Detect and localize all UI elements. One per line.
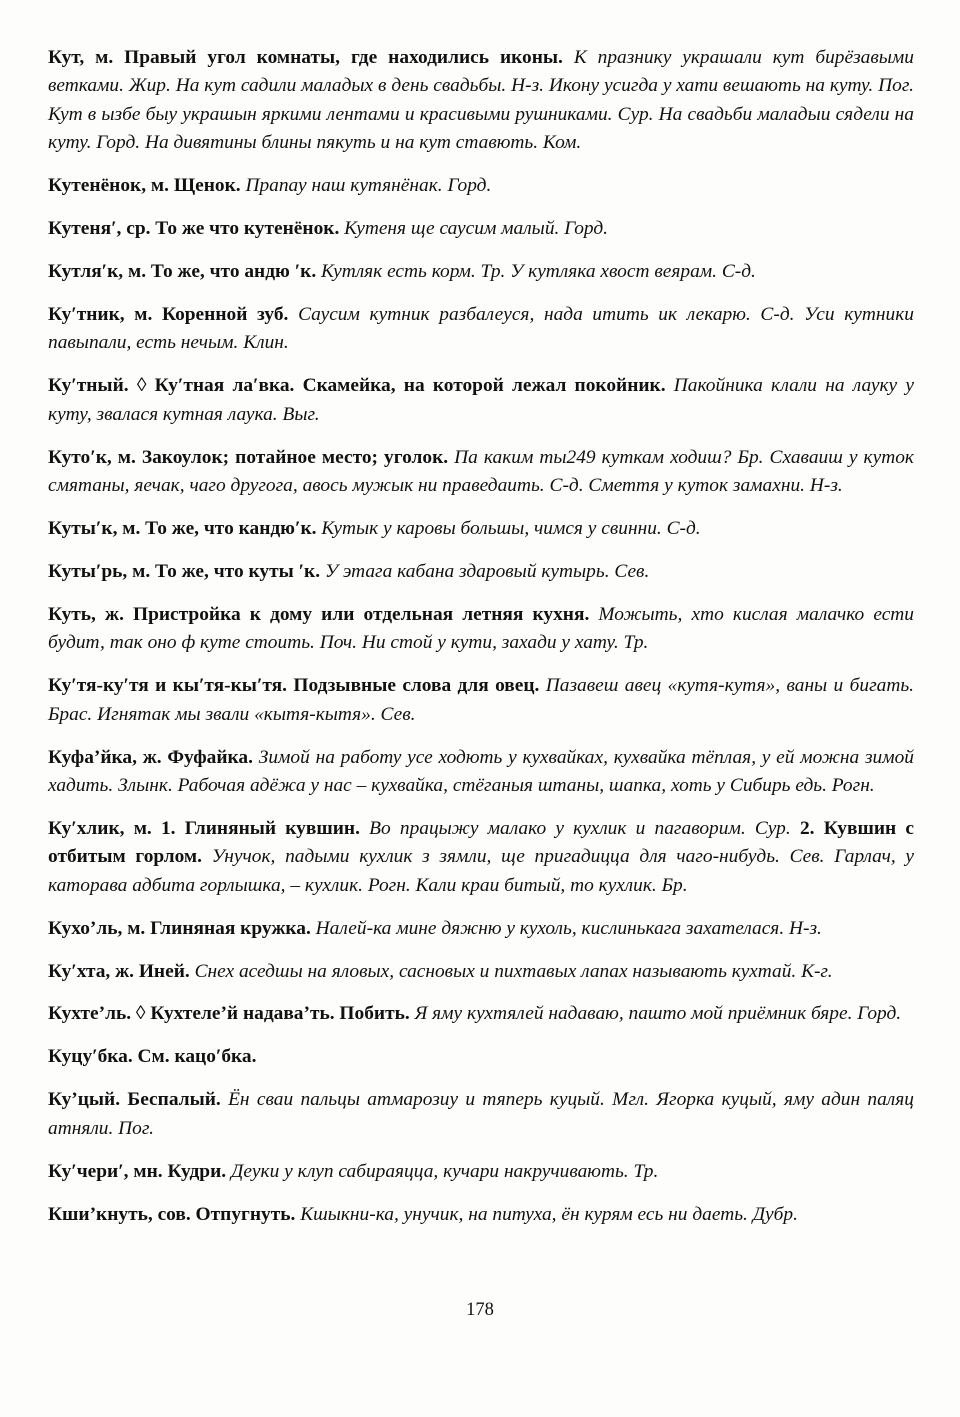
dictionary-entry-kufayka (48, 744, 914, 801)
headword-kutnyy: Ку′тный. (48, 375, 129, 397)
headword-kutenok: Кутенёнок, м. Щенок. (48, 175, 241, 197)
headword-kuhta: Ку′хта, ж. Иней. (48, 960, 190, 982)
headword-kutsubka: Куцу′бка. См. кацо′бка. (48, 1046, 257, 1068)
headword-kshiknut: Кши’кнуть, сов. Отпугнуть. (48, 1203, 296, 1225)
headword-kut2: Куть, ж. Пристройка к дому или отдельная летняя кухня. (48, 603, 590, 625)
examples-kutnyy: Пакойника клали на лауку у куту, звалася кутная лаука. Выг. (48, 375, 914, 425)
headword-kufayka: Куфа’йка, ж. Фуфайка. (48, 746, 253, 768)
dictionary-entry-kutyr (48, 558, 914, 586)
dictionary-entry-kutnyy (48, 372, 914, 429)
dictionary-entry-kutyk (48, 515, 914, 543)
dictionary-entry-kucheri (48, 1158, 914, 1186)
examples-kucheri: Деуки у клуп сабираяцца, кучари накручивають. Тр. (230, 1160, 659, 1182)
subheadword-kutnyy: Ку′тная ла′вка. Скамейка, на которой лежал покойник. (154, 375, 666, 397)
dictionary-entry-kutsubka (48, 1043, 914, 1071)
sense-number-kuhlik-2: 2. (799, 817, 815, 839)
dictionary-entry-kshiknut (48, 1201, 914, 1229)
page-number: 178 (466, 1300, 494, 1320)
headword-kuhol: Кухо’ль, м. Глиняная кружка. (48, 917, 311, 939)
examples-kutsyy: Ён сваи пальцы атмарозиу и тяперь куцый. Мгл. Ягорка куцый, яму адин паляц атняли. Пог. (48, 1089, 914, 1139)
dictionary-entry-kutenok (48, 172, 914, 200)
dictionary-entry-kutya-kutya (48, 672, 914, 729)
headword-kutenya: Кутеня′, ср. То же что кутенёнок. (48, 218, 340, 240)
examples-kutenya: Кутеня ще саусим малый. Горд. (344, 218, 609, 240)
examples-kuhlik-sense-2: Унучок, падыми кухлик з зямли, ще пригадицца для чаго-нибудь. Сев. Гарлач, у каторава адбита горлышка, – кухлик. Рогн. Кали краи битый, то кухлик. Бр. (48, 846, 914, 896)
dictionary-entry-kutnik (48, 301, 914, 358)
examples-kuhlik-sense-1: Во працыжу малако у кухлик и пагаворим. Сур. (369, 817, 791, 839)
examples-kutenok: Прапау наш кутянёнак. Горд. (245, 175, 492, 197)
examples-kutnik: Саусим кутник разбалеуся, нада итить ик лекарю. С-д. Уси кутники павыпали, есть нечым. Клин. (48, 303, 914, 354)
headword-kuhlik-sense-2: Кувшин с отбитым горлом. (48, 817, 914, 868)
subheadword-kuhtel: Кухтеле’й надава’ть. Побить. (150, 1003, 410, 1025)
headword-kut: Кут, м. Правый угол комнаты, где находились иконы. (48, 47, 563, 68)
examples-kut: К празнику украшали кут бирёзавыми ветками. Жир. На кут садили маладых в день свадьбы. Н-з. Икону усигда у хати вешають на куту. Пог. Кут в ызбе быу украшын яркими лентами и красивыми рушниками. Сур. На свадьби маладыи сядели на куту. Горд. На дивятины блины пякуть и на кут ставють. Ком. (48, 47, 914, 154)
headword-kutlyak: Кутля′к, м. То же, что андю ′к. (48, 261, 317, 283)
lozenge-icon-kutnyy: ◊ (136, 375, 147, 397)
headword-kuhtel: Кухте’ль. (48, 1003, 132, 1025)
headword-kutok: Куто′к, м. Закоулок; потайное место; уголок. (48, 446, 449, 468)
examples-kutyr: У этага кабана здаровый кутырь. Сев. (324, 560, 650, 582)
examples-kutok: Па каким ты249 куткам ходиш? Бр. Схаваиш у куток смятаны, яечак, чаго другога, авось мужык ни праведаить. С-д. Смеття у куток замахни. Н-з. (48, 446, 915, 497)
dictionary-entry-kutsyy (48, 1086, 914, 1143)
headword-kutyr: Куты′рь, м. То же, что куты ′к. (48, 560, 321, 582)
headword-kutyk: Куты′к, м. То же, что кандю′к. (48, 517, 317, 539)
dictionary-entry-kuhta (48, 958, 914, 986)
examples-kut2: Можыть, хто кислая малачко ести будит, так оно ф куте стоить. Поч. Ни стой у кути, захади у хату. Тр. (48, 603, 914, 654)
headword-kucheri: Ку′чери′, мн. Кудри. (48, 1160, 227, 1182)
examples-kshiknut: Кшыкни-ка, унучик, на питуха, ён курям есь ни даеть. Дубр. (300, 1203, 798, 1225)
examples-kuhta: Снех аседшы на яловых, сасновых и пихтавых лапах называють кухтай. К-г. (194, 960, 833, 982)
examples-kutya-kutya: Пазавеш авец «кутя-кутя», ваны и бигать. Брас. Игнятак мы звали «кытя-кытя». Сев. (48, 675, 914, 725)
dictionary-entry-kuhtel (48, 1000, 914, 1028)
examples-kuhtel: Я яму кухтялей надаваю, пашто мой приёмник бяре. Горд. (414, 1003, 902, 1025)
dictionary-entry-kuhol (48, 915, 914, 943)
examples-kutyk: Кутык у каровы большы, чимся у свинни. С-д. (321, 517, 701, 539)
dictionary-entry-kutenya (48, 215, 914, 243)
examples-kufayka: Зимой на работу усе ходють у кухвайках, кухвайка тёплая, у ей можна зимой хадить. Злынк. Рабочая адёжа у нас – кухвайка, стёганыя штаны, шапка, хоть у Сибирь едь. Рогн. (48, 746, 914, 796)
headword-kutya-kutya: Ку′тя-ку′тя и кы′тя-кы′тя. Подзывные слова для овец. (48, 675, 540, 697)
headword-kuhlik-sense-1: Ку′хлик, м. 1. Глиняный кувшин. (48, 817, 360, 839)
dictionary-entry-kutok (48, 444, 914, 501)
dictionary-entry-kutlyak (48, 258, 914, 286)
headword-kutnik: Ку′тник, м. Коренной зуб. (48, 303, 289, 325)
dictionary-entry-kut2 (48, 601, 914, 658)
examples-kuhol: Налей-ка мине дяжню у кухоль, кислинькага захателася. Н-з. (315, 917, 822, 939)
dictionary-entry-kut (48, 44, 914, 158)
dictionary-entry-kuhlik (48, 815, 914, 900)
headword-kutsyy: Ку’цый. Беспалый. (48, 1089, 221, 1111)
entry-column (48, 44, 914, 1229)
lozenge-icon-kuhtel: ◊ (135, 1003, 146, 1025)
examples-kutlyak: Кутляк есть корм. Тр. У кутляка хвост веярам. С-д. (321, 261, 756, 283)
